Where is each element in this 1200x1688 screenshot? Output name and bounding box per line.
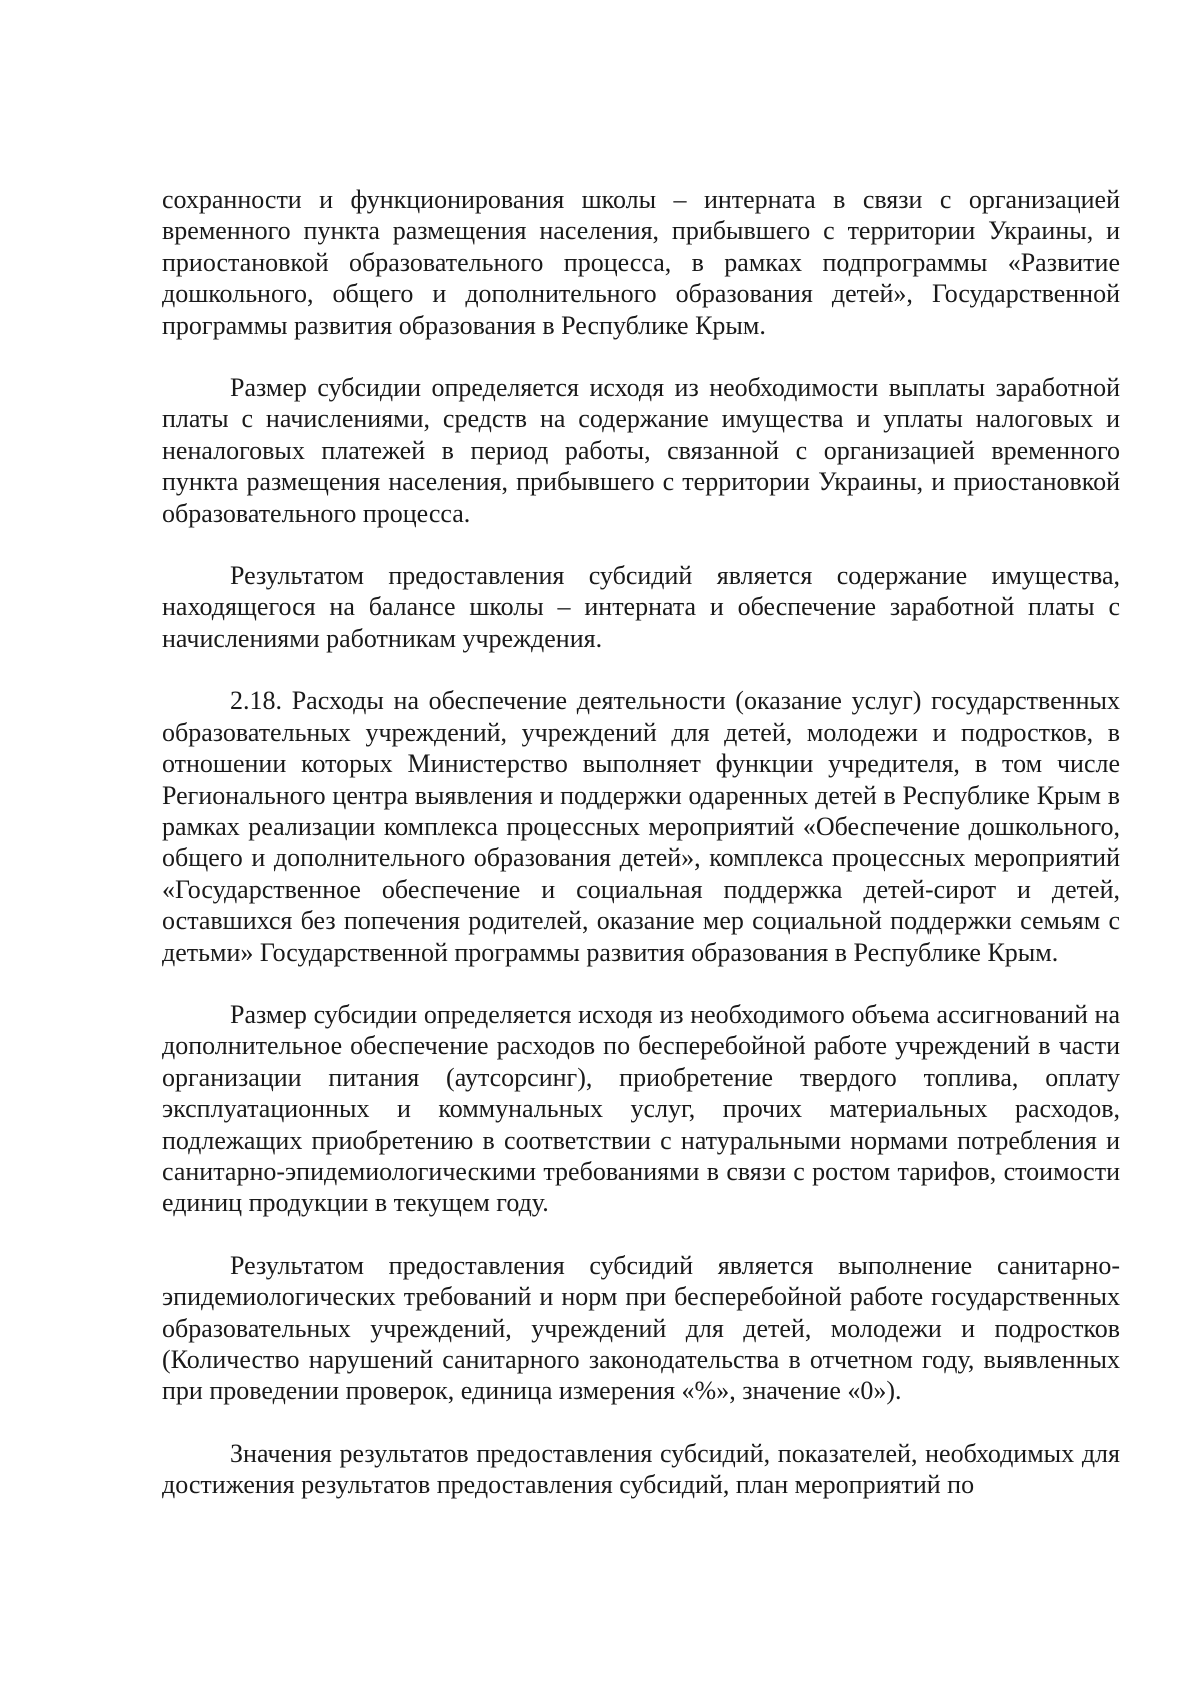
paragraph-subsidy-result-sanitary: Результатом предоставления субсидий является выполнение санитарно-эпидемиологических требований и норм при бесперебойной работе государственных образовательных учреждений, учреждений для детей, молодежи и подростков (Количество нарушений санитарного законодательства в отчетном году, выявленных при проведении проверок, единица измерения «%», значение «0»).: [162, 1250, 1120, 1406]
paragraph-subsidy-size-salary: Размер субсидии определяется исходя из необходимости выплаты заработной платы с начислениями, средств на содержание имущества и уплаты налоговых и неналоговых платежей в период работы, связанной с организацией временного пункта размещения населения, прибывшего с территории Украины, и приостановкой образовательного процесса.: [162, 373, 1120, 528]
paragraph-school-operation: сохранности и функционирования школы – интерната в связи с организацией временного пункта размещения населения, прибывшего с территории Украины, и приостановкой образовательного процесса, в рамках подпрограммы «Развитие дошкольного, общего и дополнительного образования детей», Государственной программы развития образования в Республике Крым.: [162, 185, 1120, 340]
document-body: [162, 184, 1120, 1501]
paragraph-subsidy-result-property: Результатом предоставления субсидий является содержание имущества, находящегося на балансе школы – интерната и обеспечение заработной платы с начислениями работникам учреждения.: [162, 561, 1120, 653]
paragraph-result-values: Значения результатов предоставления субсидий, показателей, необходимых для достижения результатов предоставления субсидий, план мероприятий по: [162, 1438, 1120, 1500]
paragraph-section-2-18: 2.18. Расходы на обеспечение деятельности (оказание услуг) государственных образовательных учреждений, учреждений для детей, молодежи и подростков, в отношении которых Министерство выполняет функции учредителя, в том числе Регионального центра выявления и поддержки одаренных детей в Республике Крым в рамках реализации комплекса процессных мероприятий «Обеспечение дошкольного, общего и дополнительного образования детей», комплекса процессных мероприятий «Государственное обеспечение и социальная поддержка детей-сирот и детей, оставшихся без попечения родителей, оказание мер социальной поддержки семьям с детьми» Государственной программы развития образования в Республике Крым.: [162, 686, 1120, 967]
paragraph-subsidy-size-appropriations: Размер субсидии определяется исходя из необходимого объема ассигнований на дополнительное обеспечение расходов по бесперебойной работе учреждений в части организации питания (аутсорсинг), приобретение твердого топлива, оплату эксплуатационных и коммунальных услуг, прочих материальных расходов, подлежащих приобретению в соответствии с натуральными нормами потребления и санитарно-эпидемиологическими требованиями в связи с ростом тарифов, стоимости единиц продукции в текущем году.: [162, 999, 1120, 1218]
